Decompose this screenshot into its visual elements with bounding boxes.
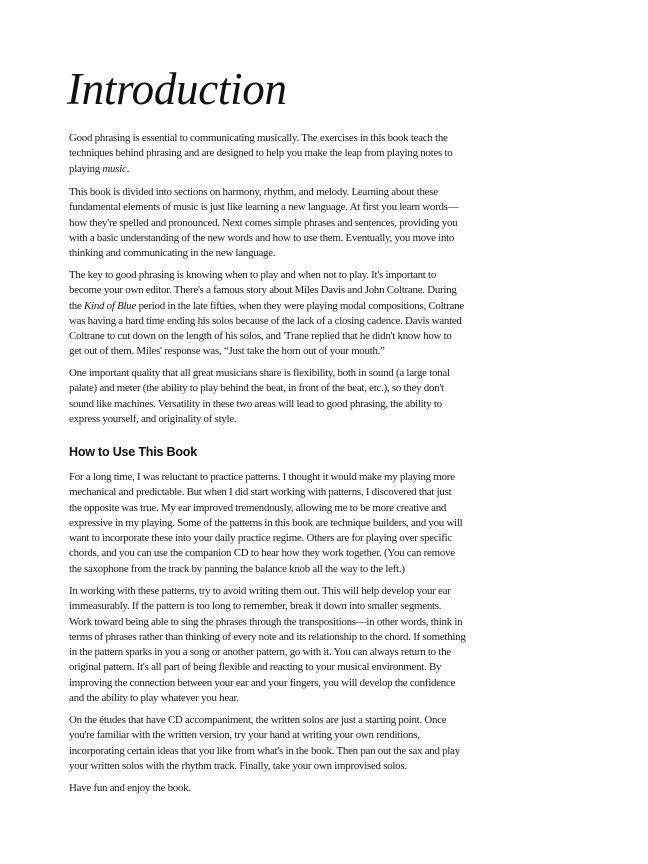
text-run: The key to good phrasing is knowing when to play and when not to play. It's important to become your own editor. There's a famous story about Miles Davis and John Coltrane. During the (69, 269, 457, 312)
text-run: Good phrasing is essential to communicating musically. The exercises in this book teach the techniques behind phrasing and are designed to help you make the leap from playing notes to playing (69, 132, 453, 175)
text-run: On the études that have CD accompaniment, the written solos are just a starting point. Once you're familiar with the written version, try your hand at writing your own renditions, incorporating certain ideas that you like from what's in the book. Then pan out the sax and play your written solos with the rhythm track. Finally, take your own improvised solos. (69, 714, 460, 772)
page-title: Introduction (67, 64, 287, 114)
intro-paragraph-1 (69, 131, 466, 177)
section-paragraph-2 (69, 584, 466, 706)
text-run: This book is divided into sections on harmony, rhythm, and melody. Learning about these fundamental elements of music is just like learning a new language. At first you learn words—how they're spelled and pronounced. Next comes simple phrases and sentences, providing you with a basic understanding of the new words and how to use them. Eventually, you move into thinking and communicating in the new language. (69, 186, 459, 260)
intro-paragraph-2 (69, 185, 466, 261)
text-run: For a long time, I was reluctant to practice patterns. I thought it would make my playing more mechanical and predictable. But when I did start working with patterns, I discovered that just the opposite was true. My ear improved tremendously, allowing me to be more creative and expressive in my playing. Some of the patterns in this book are technique builders, and you will want to incorporate these into your daily practice regime. Others are for playing over specific chords, and you can use the companion CD to hear how they work together. (You can remove the saxophone from the track by panning the balance knob all the way to the left.) (69, 471, 463, 575)
italic-text-run: Kind of Blue (84, 299, 137, 312)
section-paragraph-1 (69, 470, 466, 577)
section-paragraph-4 (69, 781, 466, 796)
text-run: period in the late fifties, when they were playing modal compositions, Coltrane was having a hard time ending his solos because of the lack of a closing cadence. Davis wanted Coltrane to cut down on the length of his solos, and 'Trane replied that he didn't know how to get out of them. Miles' response was, “Just take the horn out of your mouth.” (69, 299, 464, 358)
section-heading: How to Use This Book (69, 445, 197, 459)
text-run: One important quality that all great musicians share is flexibility, both in sound (a large tonal palate) and meter (the ability to play behind the beat, in front of the beat, etc.), so they don't sound like machines. Versatility in these two areas will lead to good phrasing, the ability to express yourself, and originality of style. (69, 367, 450, 425)
italic-text-run: music (102, 162, 127, 175)
intro-paragraph-4 (69, 366, 466, 427)
section-paragraph-3 (69, 713, 466, 774)
text-run: In working with these patterns, try to avoid writing them out. This will help develop your ear immeasurably. If the pattern is too long to remember, break it down into smaller segments. Work toward being able to sing the phrases through the transpositions—in other words, think in terms of phrases rather than thinking of every note and its relationship to the chord. If something in the pattern sparks in you a song or another pattern, go with it. You can always return to the original pattern. It's all part of being flexible and reacting to your musical environment. By improving the connection between your ear and your fingers, you will develop the confidence and the ability to play whatever you hear. (69, 585, 466, 705)
text-run: Have fun and enjoy the book. (69, 782, 191, 794)
intro-paragraph-3 (69, 268, 466, 360)
text-run: . (126, 162, 130, 175)
